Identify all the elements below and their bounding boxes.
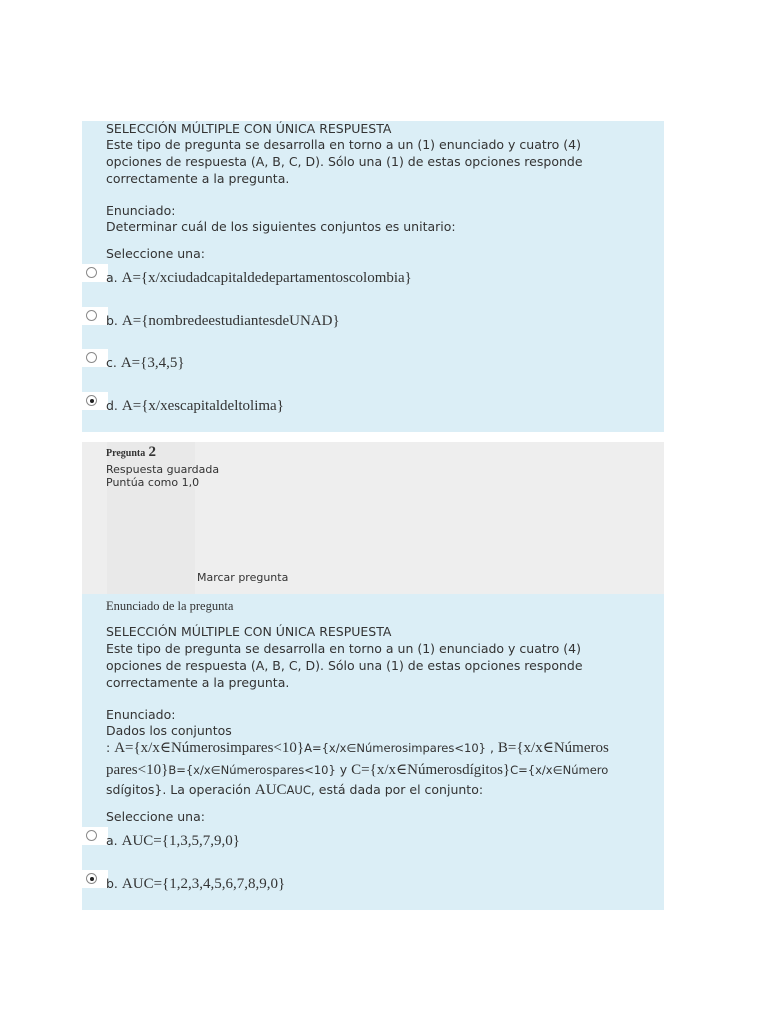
q1-option-c-text: A={3,4,5} (120, 355, 185, 371)
q2-option-b[interactable] (106, 876, 285, 893)
q2-enunciado-line-4: sdígitos}. La operación AUCAUC, está dada por el conjunto: (106, 782, 484, 798)
q2-select-label: Seleccione una: (106, 809, 205, 824)
q1-option-b-radio[interactable] (82, 307, 108, 325)
q1-option-a-text: A={x/xciudadcapitaldedepartamentoscolombia} (121, 270, 412, 286)
q2-type-desc-line-3: correctamente a la pregunta. (106, 675, 290, 690)
q1-option-b-text: A={nombredeestudiantesdeUNAD} (121, 313, 340, 329)
q1-option-d-letter: d. (106, 398, 118, 413)
q1-option-c-radio[interactable] (82, 349, 108, 367)
q1-enunciado-text: Determinar cuál de los siguientes conjuntos es unitario: (106, 219, 456, 234)
q2-option-b-radio[interactable] (82, 870, 108, 888)
q2-type-title: SELECCIÓN MÚLTIPLE CON ÚNICA RESPUESTA (106, 624, 392, 639)
q1-type-title: SELECCIÓN MÚLTIPLE CON ÚNICA RESPUESTA (106, 121, 392, 136)
q1-option-a-radio[interactable] (82, 264, 108, 282)
question-status: Respuesta guardada (106, 463, 220, 476)
question-number: Pregunta 2 (106, 444, 156, 460)
q2-type-desc-line-2: opciones de respuesta (A, B, C, D). Sólo una (1) de estas opciones responde (106, 658, 583, 673)
q2-option-b-text: AUC={1,2,3,4,5,6,7,8,9,0} (121, 876, 286, 892)
q2-option-a-letter: a. (106, 833, 118, 848)
q1-option-a[interactable] (106, 270, 412, 287)
q1-type-desc-line-3: correctamente a la pregunta. (106, 171, 290, 186)
question-score: Puntúa como 1,0 (106, 476, 200, 489)
q2-enunciado-line-2: : A={x/x∈Númerosimpares<10}A={x/x∈Númerosimpares<10} , B={x/x∈Números (106, 740, 609, 756)
q2-option-a-text: AUC={1,3,5,7,9,0} (121, 833, 240, 849)
q1-type-desc-line-1: Este tipo de pregunta se desarrolla en torno a un (1) enunciado y cuatro (4) (106, 137, 581, 152)
q1-enunciado-label: Enunciado: (106, 203, 176, 218)
q2-heading: Enunciado de la pregunta (106, 599, 234, 613)
q2-option-a[interactable] (106, 833, 240, 850)
q2-type-desc-line-1: Este tipo de pregunta se desarrolla en torno a un (1) enunciado y cuatro (4) (106, 641, 581, 656)
q1-option-c[interactable] (106, 355, 185, 372)
q2-option-b-letter: b. (106, 876, 118, 891)
q1-type-desc-line-2: opciones de respuesta (A, B, C, D). Sólo una (1) de estas opciones responde (106, 154, 583, 169)
q1-option-d-text: A={x/xescapitaldeltolima} (121, 398, 284, 414)
q1-option-c-letter: c. (106, 355, 117, 370)
flag-question-link[interactable]: Marcar pregunta (197, 571, 289, 584)
q2-option-a-radio[interactable] (82, 827, 108, 845)
q2-enunciado-line-1: Dados los conjuntos (106, 723, 232, 738)
q1-option-d-radio[interactable] (82, 392, 108, 410)
q1-option-a-letter: a. (106, 270, 118, 285)
q2-enunciado-label: Enunciado: (106, 707, 176, 722)
q1-option-d[interactable] (106, 398, 284, 415)
q1-select-label: Seleccione una: (106, 246, 205, 261)
q1-option-b-letter: b. (106, 313, 118, 328)
q1-option-b[interactable] (106, 313, 340, 330)
q2-enunciado-line-3: pares<10}B={x/x∈Númerospares<10} y C={x/x∈Númerosdígitos}C={x/x∈Número (106, 762, 609, 778)
